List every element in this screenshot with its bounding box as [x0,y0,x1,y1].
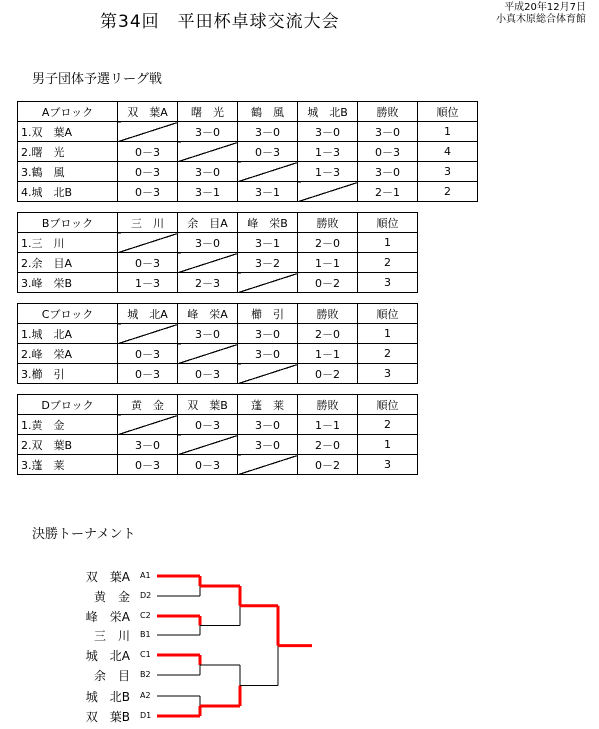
bracket-seed-label: C2 [140,611,151,620]
score-cell: 3－1 [238,182,298,202]
bracket-team-name: 双 葉A [85,570,130,584]
bracket-seed-label: A2 [140,691,151,700]
column-header: 曙 光 [178,102,238,122]
score-cell: 3 [358,455,418,475]
score-cell: 0－3 [118,455,178,475]
team-name: 3.蓬 莱 [18,455,118,475]
score-cell: 2－3 [178,273,238,293]
bracket-team-name: 峰 栄A [85,610,130,624]
block-label: Bブロック [18,213,118,233]
bracket-seed-label: B1 [140,630,151,639]
event-venue: 小真木原総合体育館 [496,14,586,25]
column-header: 順位 [358,304,418,324]
score-cell: 1－1 [298,253,358,273]
score-cell: 0－3 [118,162,178,182]
score-cell: 3－0 [238,122,298,142]
score-cell: 0－3 [238,142,298,162]
event-date: 平成20年12月7日 [504,2,586,13]
team-name: 2.余 目A [18,253,118,273]
score-cell: 3－1 [238,233,298,253]
score-cell: 1 [358,435,418,455]
score-cell: 3 [418,162,478,182]
bracket-team-name: 三 川 [93,629,130,643]
bracket-seed-label: D1 [140,711,152,720]
column-header: 勝敗 [298,395,358,415]
column-header: 峰 栄A [178,304,238,324]
block-label: Cブロック [18,304,118,324]
column-header: 鶴 風 [238,102,298,122]
bracket-team-name: 双 葉B [85,710,130,724]
team-name: 1.三 川 [18,233,118,253]
tournament-section-title: 決勝トーナメント [32,527,136,542]
column-header: 双 葉A [118,102,178,122]
team-name: 3.峰 栄B [18,273,118,293]
score-cell: 0－3 [358,142,418,162]
bracket-seed-label: B2 [140,670,151,679]
block-label: Dブロック [18,395,118,415]
column-header: 順位 [418,102,478,122]
score-cell: 2－1 [358,182,418,202]
column-header: 順位 [358,395,418,415]
score-cell: 0－2 [298,364,358,384]
score-cell: 3－2 [238,253,298,273]
column-header: 勝敗 [358,102,418,122]
column-header: 黄 金 [118,395,178,415]
column-header: 櫛 引 [238,304,298,324]
team-name: 1.城 北A [18,324,118,344]
score-cell: 4 [418,142,478,162]
bracket-team-name: 黄 金 [93,590,130,604]
bracket-seed-label: C1 [140,650,151,659]
score-cell: 3－0 [178,122,238,142]
bracket-seed-label: A1 [140,571,151,580]
score-cell: 3－0 [118,435,178,455]
score-cell: 2－0 [298,324,358,344]
page-title: 第34回 平田杯卓球交流大会 [100,12,340,32]
score-cell: 1 [418,122,478,142]
score-cell: 3－0 [238,415,298,435]
score-cell: 1－1 [298,415,358,435]
score-cell: 0－3 [178,455,238,475]
score-cell: 0－3 [118,344,178,364]
score-cell: 2 [358,253,418,273]
score-cell: 1－3 [298,142,358,162]
score-cell: 0－2 [298,273,358,293]
column-header: 順位 [358,213,418,233]
score-cell: 3 [358,273,418,293]
score-cell: 2－0 [298,435,358,455]
score-cell: 3 [358,364,418,384]
score-cell: 3－1 [178,182,238,202]
column-header: 双 葉B [178,395,238,415]
score-cell: 3－0 [178,324,238,344]
score-cell: 2 [358,415,418,435]
team-name: 2.双 葉B [18,435,118,455]
team-name: 1.双 葉A [18,122,118,142]
score-cell: 3－0 [238,344,298,364]
team-name: 3.鶴 風 [18,162,118,182]
column-header: 蓬 莱 [238,395,298,415]
score-cell: 0－2 [298,455,358,475]
bracket-team-name: 城 北B [85,690,130,704]
score-cell: 3－0 [238,435,298,455]
column-header: 三 川 [118,213,178,233]
score-cell: 0－3 [118,364,178,384]
column-header: 勝敗 [298,213,358,233]
team-name: 2.峰 栄A [18,344,118,364]
block-label: Aブロック [18,102,118,122]
team-name: 4.城 北B [18,182,118,202]
score-cell: 0－3 [118,253,178,273]
column-header: 城 北A [118,304,178,324]
score-cell: 1 [358,233,418,253]
league-section-title: 男子団体予選リーグ戦 [32,72,163,87]
score-cell: 3－0 [238,324,298,344]
score-cell: 3－0 [178,233,238,253]
score-cell: 1－3 [298,162,358,182]
score-cell: 0－3 [178,415,238,435]
score-cell: 3－0 [298,122,358,142]
score-cell: 0－3 [118,142,178,162]
score-cell: 3－0 [358,162,418,182]
column-header: 勝敗 [298,304,358,324]
score-cell: 2 [358,344,418,364]
column-header: 余 目A [178,213,238,233]
score-cell: 2 [418,182,478,202]
score-cell: 0－3 [178,364,238,384]
score-cell: 3－0 [178,162,238,182]
team-name: 2.曙 光 [18,142,118,162]
team-name: 3.櫛 引 [18,364,118,384]
bracket-team-name: 城 北A [85,649,130,663]
score-cell: 1－3 [118,273,178,293]
score-cell: 0－3 [118,182,178,202]
score-cell: 3－0 [358,122,418,142]
column-header: 城 北B [298,102,358,122]
score-cell: 1－1 [298,344,358,364]
bracket-team-name: 余 目 [93,669,130,683]
column-header: 峰 栄B [238,213,298,233]
bracket-seed-label: D2 [140,591,152,600]
score-cell: 1 [358,324,418,344]
team-name: 1.黄 金 [18,415,118,435]
score-cell: 2－0 [298,233,358,253]
